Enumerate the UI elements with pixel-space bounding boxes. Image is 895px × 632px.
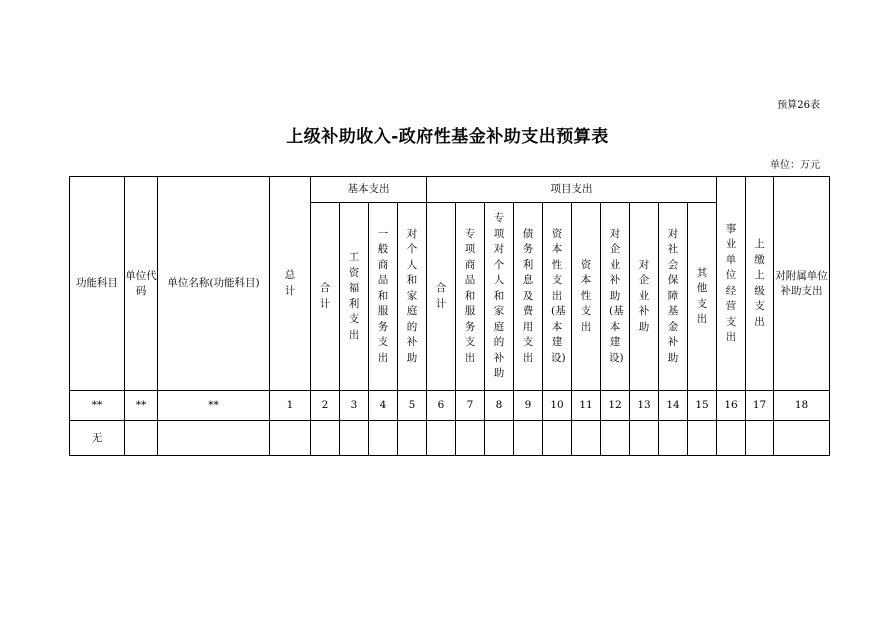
number-cell: 7 — [456, 391, 485, 421]
header-project-col: 专项商品和服务支出 — [456, 203, 485, 391]
data-cell — [398, 421, 427, 456]
number-row — [70, 391, 830, 421]
header-function-subject: 功能科目 — [70, 177, 125, 391]
header-institution-operating: 事业单位经营支出 — [717, 177, 746, 391]
data-cell — [746, 421, 774, 456]
number-cell: 4 — [369, 391, 398, 421]
header-basic-col: 工资福利支出 — [340, 203, 369, 391]
number-cell: 3 — [340, 391, 369, 421]
number-cell: ** — [158, 391, 270, 421]
data-cell — [427, 421, 456, 456]
data-cell — [601, 421, 630, 456]
data-cell — [572, 421, 601, 456]
header-project-col: 对企业补助(基本建设) — [601, 203, 630, 391]
data-cell — [270, 421, 311, 456]
header-project-col: 对社会保障基金补助 — [659, 203, 688, 391]
data-cell — [369, 421, 398, 456]
data-cell — [311, 421, 340, 456]
number-cell: 9 — [514, 391, 543, 421]
budget-table — [69, 176, 830, 456]
data-cell — [125, 421, 158, 456]
number-cell: 16 — [717, 391, 746, 421]
number-cell: 11 — [572, 391, 601, 421]
data-cell — [158, 421, 270, 456]
header-basic-col: 一般商品和服务支出 — [369, 203, 398, 391]
data-cell — [688, 421, 717, 456]
header-total: 总计 — [270, 177, 311, 391]
data-cell — [485, 421, 514, 456]
data-cell — [774, 421, 830, 456]
header-project-expenditure: 项目支出 — [427, 177, 717, 203]
number-cell: 14 — [659, 391, 688, 421]
header-project-col: 其他支出 — [688, 203, 717, 391]
header-project-col: 资本性支出(基本建设) — [543, 203, 572, 391]
header-unit-code: 单位代码 — [125, 177, 158, 391]
number-cell: 13 — [630, 391, 659, 421]
data-cell-function-subject: 无 — [70, 421, 125, 456]
header-project-col: 专项对个人和家庭的补助 — [485, 203, 514, 391]
header-project-col: 合计 — [427, 203, 456, 391]
header-subsidiary-subsidy: 对附属单位补助支出 — [774, 177, 830, 391]
header-basic-expenditure: 基本支出 — [311, 177, 427, 203]
data-cell — [659, 421, 688, 456]
number-cell: 18 — [774, 391, 830, 421]
number-cell: 8 — [485, 391, 514, 421]
data-cell — [630, 421, 659, 456]
header-remit-superior: 上缴上级支出 — [746, 177, 774, 391]
data-cell — [543, 421, 572, 456]
number-cell: 17 — [746, 391, 774, 421]
header-project-col: 资本性支出 — [572, 203, 601, 391]
header-project-col: 对企业补助 — [630, 203, 659, 391]
table-row — [70, 421, 830, 456]
number-cell: 15 — [688, 391, 717, 421]
data-cell — [514, 421, 543, 456]
unit-label: 单位：万元 — [770, 160, 820, 171]
form-number: 预算26表 — [777, 100, 820, 111]
header-basic-col: 合计 — [311, 203, 340, 391]
number-cell: 2 — [311, 391, 340, 421]
page-title: 上级补助收入-政府性基金补助支出预算表 — [286, 127, 609, 147]
number-cell: 1 — [270, 391, 311, 421]
data-cell — [717, 421, 746, 456]
header-basic-col: 对个人和家庭的补助 — [398, 203, 427, 391]
number-cell: 10 — [543, 391, 572, 421]
header-unit-name: 单位名称(功能科目) — [158, 177, 270, 391]
data-cell — [340, 421, 369, 456]
number-cell: ** — [125, 391, 158, 421]
data-cell — [456, 421, 485, 456]
number-cell: 5 — [398, 391, 427, 421]
header-project-col: 债务利息及费用支出 — [514, 203, 543, 391]
number-cell: ** — [70, 391, 125, 421]
number-cell: 6 — [427, 391, 456, 421]
header-group-row — [70, 177, 830, 203]
number-cell: 12 — [601, 391, 630, 421]
